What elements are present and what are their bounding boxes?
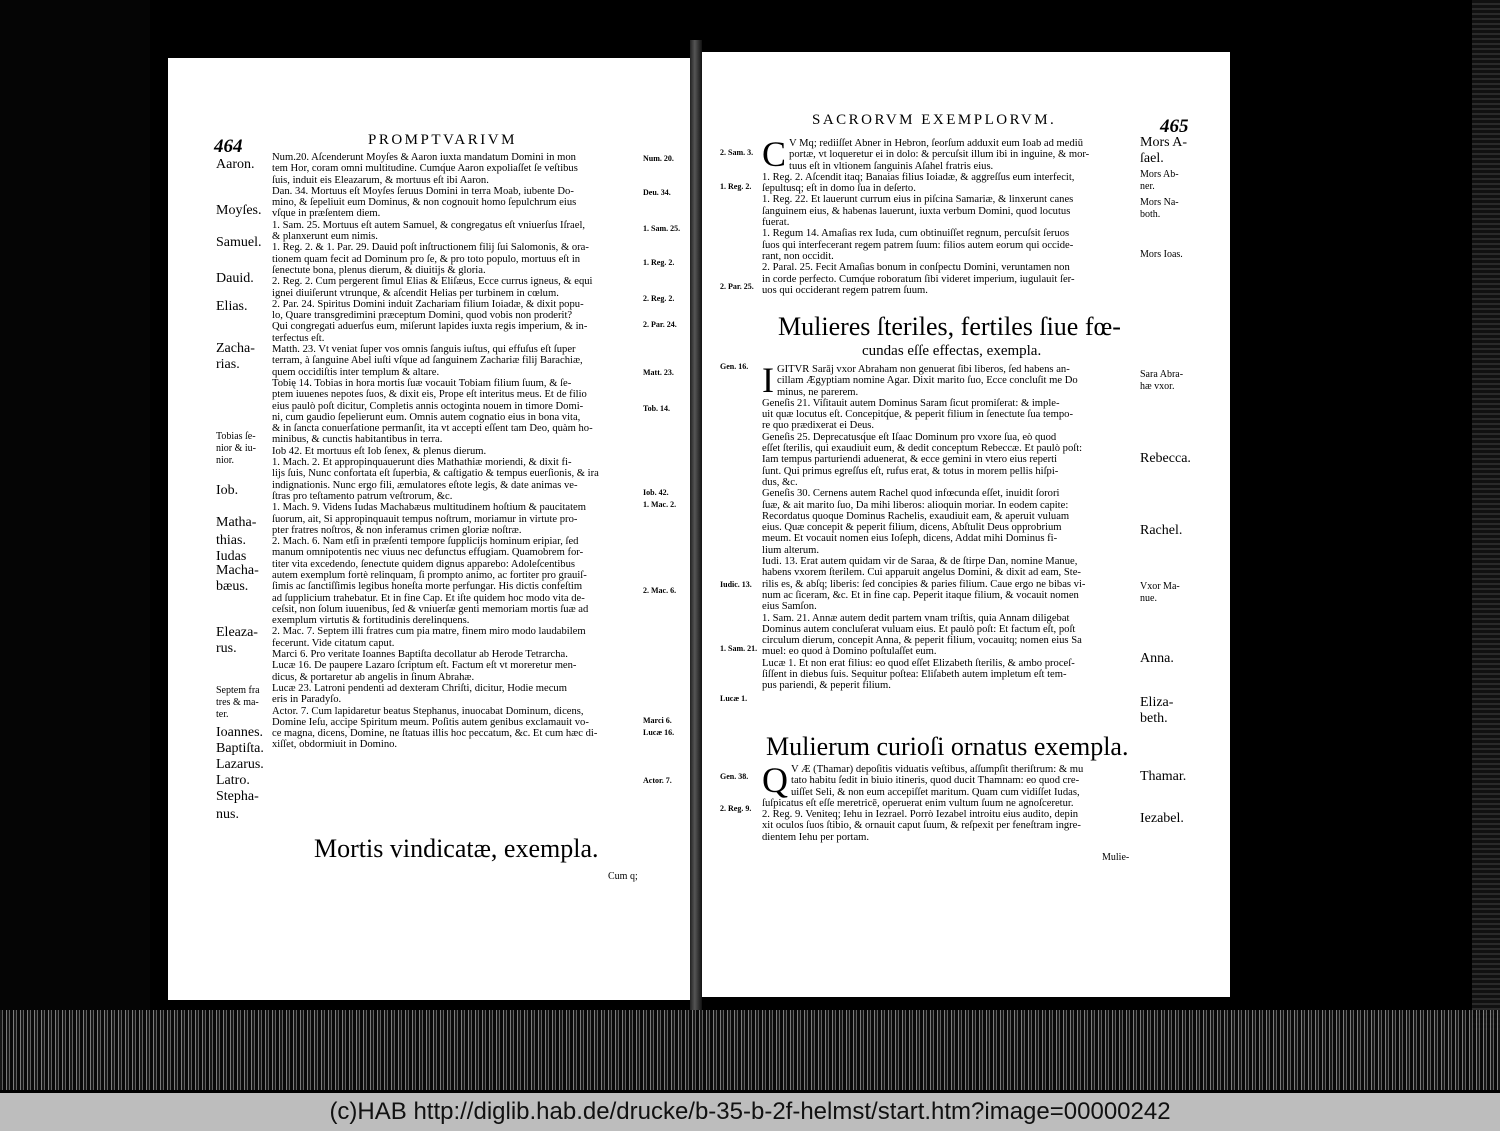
text-line: ſimis ac ſanctiſſimis legibus honeſta morte perfungar. His dictis confeſtim	[272, 581, 583, 593]
text-line: titer vita excedendo, ſenectute quidem dignus apparebo: Adoleſcentibus	[272, 558, 576, 570]
margin-name: ner.	[1140, 181, 1155, 192]
drop-cap: I	[762, 360, 774, 400]
text-line: lijs ſuis, Nunc confortata eſt ſuperbia, & caſtigatio & tempus euerſionis, & ira	[272, 468, 599, 480]
left-body-text	[272, 152, 642, 751]
text-line: Domine Ieſu, accipe Spiritum meum. Poſitis autem genibus exclamauit vo-	[272, 716, 589, 728]
scan-left-edge	[0, 0, 150, 1010]
text-line: eris in Paradyſo.	[272, 694, 342, 706]
margin-reference: Gen. 38.	[720, 772, 749, 781]
text-line: 2. Paral. 25. Fecit Amaſias bonum in conſpectu Domini, veruntamen non	[762, 262, 1070, 274]
margin-name: bæus.	[216, 579, 249, 594]
text-line: dientem Iehu per portam.	[762, 831, 870, 843]
margin-name: Eliza-	[1140, 695, 1174, 710]
text-line: 1. Reg. 22. Et lauerunt currum eius in piſcina Samariæ, & linxerunt canes	[762, 194, 1074, 206]
text-line: quem occidiſtis inter templum & altare.	[272, 366, 440, 378]
text-line: ceſsit, non ſolum iuuenibus, ſed & vniuerſæ genti memoriam mortis ſuæ ad	[272, 603, 589, 615]
text-line: ni, cum gaudio ſepelierunt eum. Omnis autem cognatio eius in bona vita,	[272, 411, 581, 423]
text-line: 2. Mac. 7. Septem illi fratres cum pia matre, finem miro modo laudabilem	[272, 626, 586, 638]
margin-name: hæ vxor.	[1140, 381, 1175, 392]
right-block-1	[762, 134, 1132, 296]
margin-name: Stepha-	[216, 789, 259, 804]
right-block-2	[762, 360, 1132, 692]
margin-name: Baptiſta.	[216, 741, 264, 756]
text-line: ſanguinem eius, & habenas lauerunt, iuxta verbum Domini, quod locutus	[762, 205, 1071, 217]
margin-reference: Num. 20.	[643, 154, 674, 163]
text-line: num ac ſiceram, &c. Et in fine cap. Peperit itaque filium, & vocauit nomen	[762, 589, 1079, 601]
margin-reference: Gen. 16.	[720, 362, 749, 371]
margin-reference: 1. Reg. 2.	[643, 258, 675, 267]
margin-name: Mors Na-	[1140, 197, 1179, 208]
margin-reference: 2. Sam. 3.	[720, 148, 754, 157]
margin-name: thias.	[216, 533, 246, 548]
margin-name: Samuel.	[216, 235, 262, 250]
margin-reference: 2. Reg. 2.	[643, 294, 675, 303]
text-line: uit quæ locutus eſt. Concepitq́ue, & peperit filium in ſenectute ſua tempo-	[762, 409, 1073, 421]
text-line: terram, à ſanguine Abel iuſti vſque ad ſanguinem Zachariæ filij Barachiæ,	[272, 355, 583, 367]
text-line: dicus, & portaretur ab angelis in ſinum Abrahæ.	[272, 671, 475, 683]
margin-name: Iudas	[216, 549, 247, 564]
text-line: 1. Mach. 9. Videns Iudas Machabæus multitudinem hoſtium & paucitatem	[272, 502, 586, 514]
text-line: minus, ne parerem.	[777, 386, 859, 398]
text-line: Lucæ 23. Latroni pendenti ad dexteram Chriſti, dicitur, Hodie mecum	[272, 682, 567, 694]
margin-name: Rebecca.	[1140, 451, 1191, 466]
margin-reference: Actor. 7.	[643, 776, 672, 785]
text-line: Matth. 23. Vt veniat ſuper vos omnis ſanguis iuſtus, qui effuſus eſt ſuper	[272, 344, 576, 356]
text-line: portæ, vt loqueretur ei in dolo: & percuſsit illum ibi in inguine, & mor-	[789, 149, 1090, 161]
margin-name: ter.	[216, 709, 229, 720]
text-line: Num.20. Aſcenderunt Moyſes & Aaron iuxta mandatum Domini in mon	[272, 152, 576, 163]
margin-name: Mors Ioas.	[1140, 249, 1183, 260]
text-line: ad ſupplicium trahebatur. Et in fine Cap. Et iſte quidem hoc modo vita de-	[272, 592, 585, 604]
text-line: lo, Quare transgredimini præceptum Domini, quod vobis non proderit?	[272, 310, 573, 322]
text-line: Geneſis 25. Deprecatusq́ue eſt Iſaac Dominum pro vxore ſua, eò quod	[762, 431, 1057, 443]
margin-reference: Lucæ 1.	[720, 694, 748, 703]
margin-name: nus.	[216, 807, 239, 822]
text-line: in corde perfecto. Cumq́ue roboratum ſibi videret imperium, iugulauit ſer-	[762, 273, 1075, 285]
margin-reference: Tob. 14.	[643, 404, 671, 413]
text-line: 1. Mach. 2. Et appropinquauerunt dies Mathathiæ moriendi, & dixit fi-	[272, 457, 572, 469]
text-line: 2. Mach. 6. Nam etſi in præſenti tempore ſupplicijs hominum eripiar, ſed	[272, 536, 579, 548]
text-line: GITVR Sarāj vxor Abraham non genuerat ſibi liberos, ſed habens an-	[777, 364, 1070, 375]
page-number: 464	[214, 136, 243, 157]
drop-cap: C	[762, 134, 787, 174]
text-line: cillam Ægyptiam nomine Agar. Dixit marito ſuo, Ecce concluſit me Do	[777, 375, 1078, 387]
text-line: Dan. 34. Mortuus eſt Moyſes ſeruus Domini in terra Moab, iubente Do-	[272, 185, 574, 197]
margin-reference: 2. Par. 25.	[720, 282, 754, 291]
text-line: eius Samſon.	[762, 601, 817, 613]
text-line: ptem iuuenes nepotes ſuos, & dixit eis, Prope eſt interitus meus. Et de filio	[272, 389, 587, 401]
text-line: tem Hor, coram omni multitudine. Cumq́ue Aaron expoliaſſet ſe veſtibus	[272, 163, 578, 175]
margin-name: rus.	[216, 641, 237, 656]
text-line: mino, & ſepeliuit eum Dominus, & non cognouit homo ſepulchrum eius	[272, 197, 577, 209]
text-line: pter fratres noſtros, & non inferamus crimen gloriæ noſtræ.	[272, 524, 522, 536]
text-line: ſuos qui interfecerant regem patrem ſuum: filios autem eorum qui occide-	[762, 239, 1074, 251]
margin-name: Mors A-	[1140, 135, 1188, 150]
text-line: dus, &c.	[762, 476, 798, 488]
book-edge	[0, 1010, 1500, 1090]
margin-name: Rachel.	[1140, 523, 1183, 538]
margin-name: beth.	[1140, 711, 1168, 726]
text-line: Iob 42. Et mortuus eſt Iob ſenex, & plenus dierum.	[272, 445, 487, 457]
margin-name: nior & iu-	[216, 443, 256, 454]
margin-name: Ioannes.	[216, 725, 264, 740]
text-line: Iam tempus parturiendi aduenerat, & ecce gemini in vtero eius reperti	[762, 454, 1058, 466]
text-line: habens vxorem ſterilem. Cui apparuit angelus Domini, & dixit ad eam, Ste-	[762, 567, 1081, 579]
text-line: pus pariendi, & peperit filium.	[762, 680, 891, 692]
margin-reference: 2. Par. 24.	[643, 320, 677, 329]
text-line: re quo prædixerat ei Deus.	[762, 420, 875, 432]
text-line: Geneſis 21. Viſitauit autem Dominus Saram ſicut promiſerat: & imple-	[762, 397, 1060, 409]
footer-credit: (c)HAB http://diglib.hab.de/drucke/b-35-b-2f-helmst/start.htm?image=00000242	[0, 1093, 1500, 1131]
margin-name: ſael.	[1140, 151, 1164, 166]
text-line: eius. Quæ concepit & peperit filium, dicens, Abſtulit Deus opprobrium	[762, 522, 1062, 534]
text-line: uos qui occiderant regem patrem ſuum.	[762, 284, 928, 296]
margin-name: Elias.	[216, 299, 248, 314]
text-line: 1. Sam. 21. Annæ autem dedit partem vnam triſtis, quia Annam diligebat	[762, 612, 1070, 624]
margin-reference: Matt. 23.	[643, 368, 674, 377]
right-block-3	[762, 760, 1132, 843]
text-line: lium alterum.	[762, 544, 820, 556]
margin-name: Tobias ſe-	[216, 431, 256, 442]
catchword: Mulie-	[1102, 852, 1130, 863]
right-page	[702, 52, 1230, 997]
text-line: circulum dierum, concepit Anna, & peperit filium, vocauitq; nomen eius Sa	[762, 635, 1082, 647]
margin-name: nior.	[216, 455, 235, 466]
text-line: ignei diuiſerunt vtrunque, & aſcendit Helias per turbinem in cœlum.	[272, 287, 559, 299]
margin-name: Eleaza-	[216, 625, 258, 640]
running-head: PROMPTVARIVM	[368, 132, 517, 148]
text-line: 1. Reg. 2. Aſcendit itaq; Banaias filius Ioiadæ, & aggreſſus eum interfecit,	[762, 171, 1075, 183]
catchword: Cum q;	[608, 871, 638, 882]
margin-name: Macha-	[216, 563, 259, 578]
margin-name: Dauid.	[216, 271, 254, 286]
margin-name: Mors Ab-	[1140, 169, 1179, 180]
text-line: ſuſpicatus eſt eſſe meretricē, operuerat enim vultum ſuum ne agnoſceretur.	[762, 797, 1074, 809]
text-line: 2. Reg. 9. Veniteq; Iehu in Iezrael. Porrò Iezabel introitu eius audito, depin	[762, 809, 1079, 821]
text-line: rilis es, & abſq; liberis: ſed concipies & paries filium. Caue ergo ne bibas vi-	[762, 578, 1086, 590]
text-line: minibus, & cunctis habitantibus in terra.	[272, 434, 443, 446]
text-line: ſtras pro teſtamento patrum veſtrorum, &c.	[272, 490, 453, 502]
text-line: 2. Reg. 2. Cum pergerent ſimul Elias & Eliſæus, Ecce currus igneus, & equi	[272, 276, 593, 288]
text-line: ſenectute bona, plenus dierum, & diuitijs & gloria.	[272, 264, 486, 276]
text-line: ſuæ, & ait marito ſuo, Da mihi liberos: alioquin moriar. In eodem capite:	[762, 499, 1069, 511]
margin-reference: 2. Reg. 9.	[720, 804, 752, 813]
margin-name: Matha-	[216, 515, 257, 530]
margin-reference: Marci 6.	[643, 716, 672, 725]
margin-reference: Iudic. 13.	[720, 580, 752, 589]
text-line: tionem quam fecit ad Dominum pro ſe, & pro toto populo, mortuus eſt in	[272, 253, 581, 265]
text-line: tuus eſt in vltionem ſanguinis Aſahel fratris eius.	[789, 160, 994, 172]
left-page	[168, 58, 690, 1000]
text-line: Recordatus quoque Dominus Rachelis, exaudiuit eam, & aperuit vuluam	[762, 510, 1070, 522]
text-line: ſiſſent in diebus ſuis. Sequitur poſtea: Eliſabeth autem impletum eſt tem-	[762, 669, 1067, 681]
text-line: Lucæ 16. De paupere Lazaro ſcriptum eſt. Factum eſt vt moreretur men-	[272, 660, 577, 672]
text-line: manum omnipotentis nec viuus nec defunctus effugiam. Quamobrem for-	[272, 547, 584, 559]
margin-name: Vxor Ma-	[1140, 581, 1180, 592]
scan-right-edge	[1472, 0, 1500, 1030]
text-line: ſuorum, ait, Si appropinquauit tempus noſtrum, moriamur in virtute pro-	[272, 513, 578, 525]
text-line: terfectus eſt.	[272, 332, 325, 344]
text-line: V Æ (Thamar) depoſitis viduatis veſtibus, aſſumpſit theriſtrum: & mu	[791, 764, 1084, 775]
section-heading: Mulierum curioſi ornatus exempla.	[766, 732, 1129, 761]
margin-name: Moyſes.	[216, 203, 262, 218]
text-line: 1. Sam. 25. Mortuus eſt autem Samuel, & congregatus eſt vniuerſus Iſrael,	[272, 219, 586, 231]
text-line: 2. Par. 24. Spiritus Domini induit Zachariam filium Ioiadæ, & dixit popu-	[272, 298, 584, 310]
text-line: Iudi. 13. Erat autem quidam vir de Saraa, & de ſtirpe Dan, nomine Manue,	[762, 556, 1078, 568]
text-line: Actor. 7. Cum lapidaretur beatus Stephanus, inuocabat Dominum, dicens,	[272, 705, 584, 717]
margin-name: Zacha-	[216, 341, 255, 356]
text-line: ſepultusq; eſt in domo ſua in deſerto.	[762, 183, 916, 195]
text-line: Qui congregati aduerſus eum, miſerunt lapides iuxta regis imperium, & in-	[272, 321, 588, 333]
margin-name: nue.	[1140, 593, 1157, 604]
text-line: Geneſis 30. Cernens autem Rachel quod infœcunda eſſet, inuidit ſorori	[762, 488, 1060, 500]
drop-cap: Q	[762, 760, 788, 800]
text-line: 1. Reg. 2. & 1. Par. 29. Dauid poſt inſtructionem filij ſui Salomonis, & ora-	[272, 242, 589, 254]
margin-reference: Lucæ 16.	[643, 728, 675, 737]
text-line: eſſet ſterilis, qui exaudiuit eum, & dedit conceptum Rebeccæ. Et paulò poſt:	[762, 443, 1083, 455]
text-line: Tobię 14. Tobias in hora mortis ſuæ vocauit Tobiam filium ſuum, & ſe-	[272, 377, 572, 389]
text-line: Marci 6. Pro veritate Ioannes Baptiſta decollatur ab Herode Tetrarcha.	[272, 649, 568, 661]
margin-name: both.	[1140, 209, 1161, 220]
text-line: Dominus autem concluſerat vuluam eius. Et paulò poſt: Et factum eſt, poſt	[762, 623, 1076, 635]
text-line: ſunt. Qui primus egreſſus eſt, rufus erat, & totus in morem pellis hiſpi-	[762, 465, 1059, 477]
book-gutter	[690, 40, 702, 1010]
text-line: & in ſancta conuerſatione permanſit, ita vt accepti eſſent tam Deo, quàm ho-	[272, 423, 593, 435]
margin-name: Iezabel.	[1140, 811, 1184, 826]
margin-name: Iob.	[216, 483, 239, 498]
text-line: muel: eo quod à Domino poſtulaſſet eum.	[762, 646, 937, 658]
margin-reference: 1. Sam. 25.	[643, 224, 681, 233]
text-line: V Mq; rediiſſet Abner in Hebron, ſeorſum adduxit eum Ioab ad mediū	[789, 138, 1084, 149]
text-line: xit oculos ſuos ſtibio, & ornauit caput ſuum, & reſpexit per feneſtram ingre-	[762, 820, 1081, 832]
text-line: exemplum virtutis & fortitudinis derelinquens.	[272, 615, 470, 627]
margin-reference: 1. Reg. 2.	[720, 182, 752, 191]
margin-reference: 1. Sam. 21.	[720, 644, 758, 653]
text-line: 1. Regum 14. Amaſias rex Iuda, cum obtinuiſſet regnum, percuſsit ſeruos	[762, 228, 1070, 240]
text-line: rant, non occidit.	[762, 250, 834, 262]
text-line: xiſſet, obdormiuit in Domino.	[272, 739, 398, 751]
margin-reference: Deu. 34.	[643, 188, 671, 197]
margin-name: Latro.	[216, 773, 250, 788]
text-line: eius paulò poſt dicitur, Completis annis octoginta nouem in timore Domi-	[272, 400, 584, 412]
margin-reference: 2. Mac. 6.	[643, 586, 677, 595]
text-line: vſque in præſentem diem.	[272, 208, 381, 220]
text-line: fecerunt. Vide citatum caput.	[272, 637, 395, 649]
page-number: 465	[1160, 116, 1189, 137]
running-head: SACRORVM EXEMPLORVM.	[812, 112, 1057, 128]
text-line: ſuis, induit eis Eleazarum, & mortuus eſt ibi Aaron.	[272, 174, 489, 186]
margin-reference: 1. Mac. 2.	[643, 500, 677, 509]
margin-name: Thamar.	[1140, 769, 1187, 784]
text-line: ce magna, dicens, Domine, ne ſtatuas illis hoc peccatum, &c. Et cum hæc di-	[272, 728, 598, 740]
margin-name: Sara Abra-	[1140, 369, 1184, 380]
text-line: autem exemplum fortè relinquam, ſi prompto animo, ac fortiter pro grauiſ-	[272, 569, 587, 581]
margin-name: Anna.	[1140, 651, 1174, 666]
text-line: uiſſet Seli, & non eum accepiſſet maritum. Quam cum vidiſſet Iudas,	[791, 786, 1080, 798]
margin-name: Septem fra	[216, 685, 260, 696]
text-line: indignationis. Nunc ergo fili, æmulatores eſtote legis, & date animas ve-	[272, 479, 578, 491]
text-line: & planxerunt eum nimis.	[272, 231, 378, 243]
margin-name: Aaron.	[216, 157, 255, 172]
text-line: fuerat.	[762, 217, 790, 229]
section-heading: Mulieres ſteriles, fertiles ſiue fœ-	[778, 312, 1121, 341]
margin-reference: Iob. 42.	[643, 488, 669, 497]
section-heading: Mortis vindicatæ, exempla.	[314, 834, 599, 863]
text-line: Lucæ 1. Et non erat filius: eo quod eſſet Elizabeth ſterilis, & ambo proceſ-	[762, 657, 1075, 669]
margin-name: rias.	[216, 357, 240, 372]
text-line: meum. Et vocauit nomen eius Ioſeph, dicens, Addat mihi Dominus fi-	[762, 533, 1058, 545]
text-line: tato habitu ſedit in biuio itineris, quod ducit Thamnam: eo quod cre-	[791, 775, 1080, 787]
section-subheading: cundas eſſe effectas, exempla.	[862, 343, 1042, 359]
margin-name: tres & ma-	[216, 697, 259, 708]
margin-name: Lazarus.	[216, 757, 264, 772]
